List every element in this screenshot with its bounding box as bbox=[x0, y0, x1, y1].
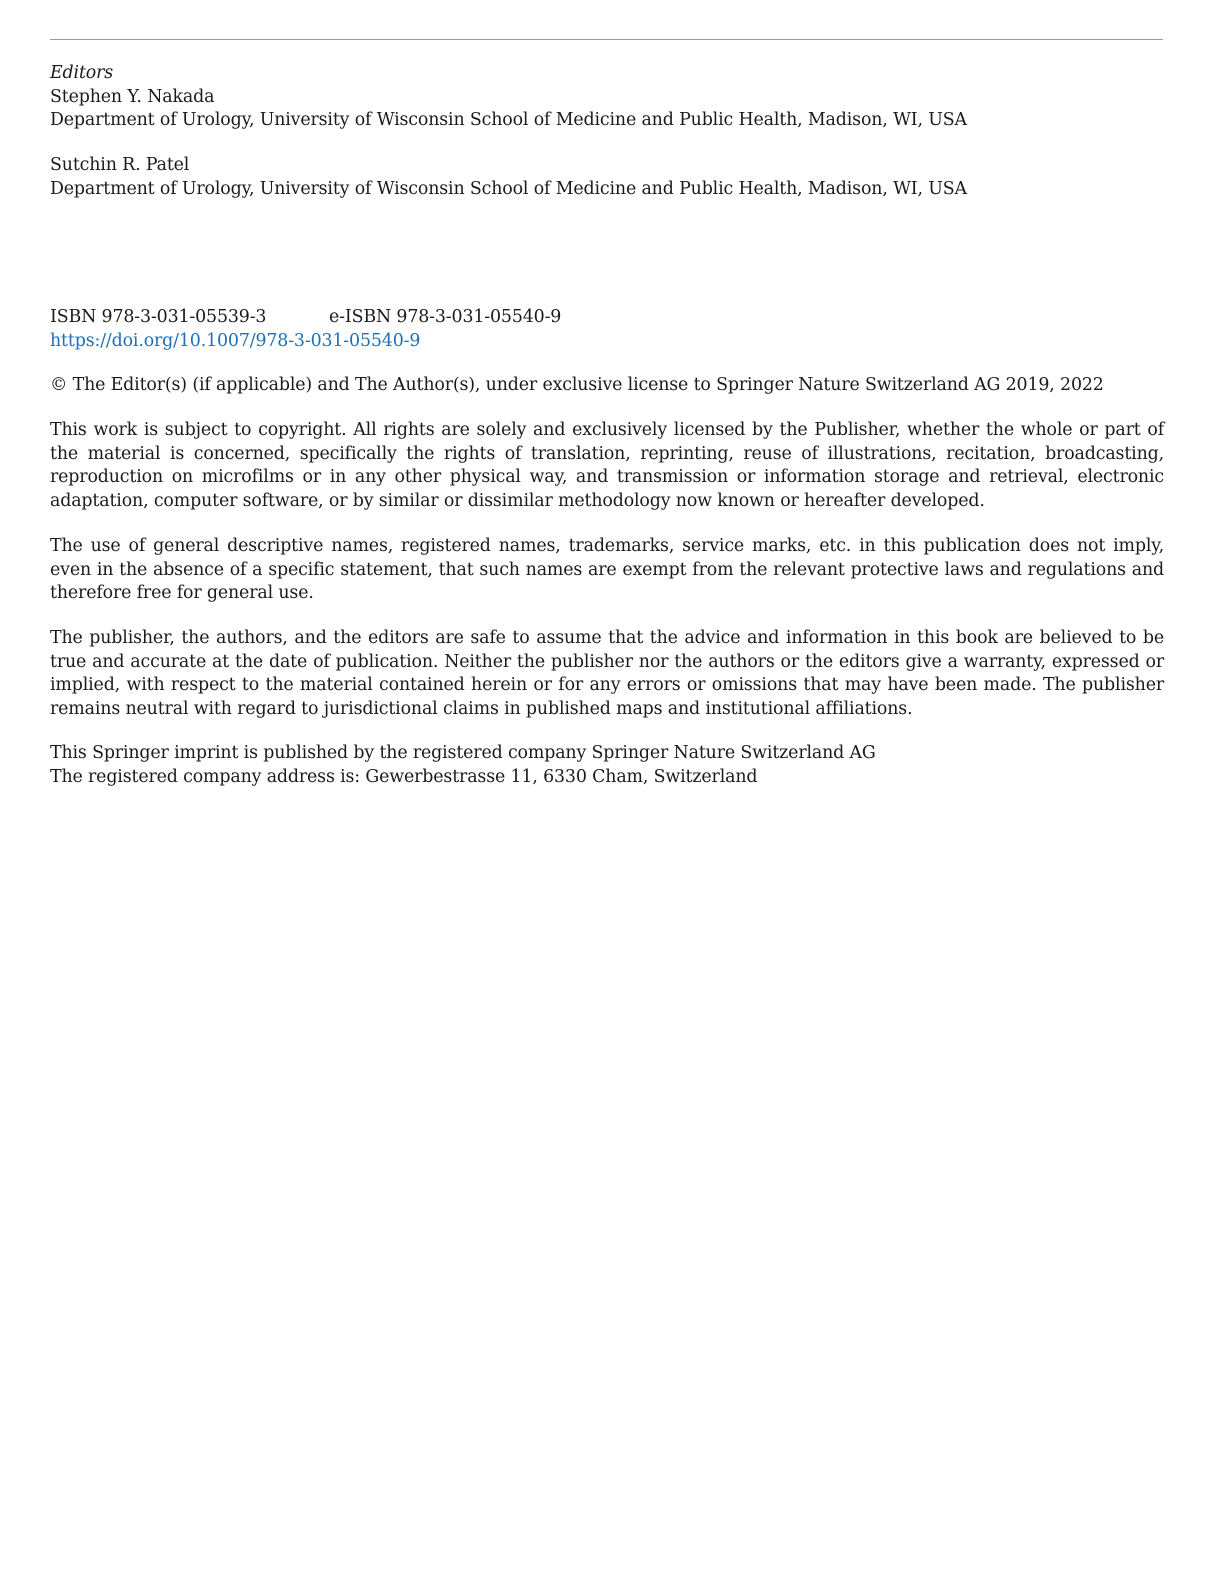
legal-paragraph: This work is subject to copyright. All rights are solely and exclusively licensed by the Publisher, whether the whole or part of the material is concerned, specifically the rights of translation, reprinting, reuse of illustrations, recitation, broadcasting, reproduction on microfilms or in any other physical way, and transmission or information storage and retrieval, electronic adaptation, computer software, or by similar or dissimilar methodology now known or hereafter developed. bbox=[50, 420, 1164, 512]
editors-section-2 bbox=[50, 154, 1164, 201]
isbn-print: ISBN 978-3-031-05539-3 bbox=[50, 307, 267, 327]
editor-affiliation: Department of Urology, University of Wisconsin School of Medicine and Public Health, Madison, WI, USA bbox=[50, 110, 967, 131]
legal-paragraph: The publisher, the authors, and the editors are safe to assume that the advice and information in this book are believed to be true and accurate at the date of publication. Neither the publisher nor the authors or the editors give a warranty, expressed or implied, with respect to the material contained herein or for any errors or omissions that may have been made. The publisher remains neutral with regard to jurisdictional claims in published maps and institutional affiliations. bbox=[50, 628, 1164, 720]
trademark-paragraph bbox=[50, 535, 1164, 606]
editor-name: Stephen Y. Nakada bbox=[50, 86, 215, 107]
imprint-address: The registered company address is: Gewerbestrasse 11, 6330 Cham, Switzerland bbox=[50, 766, 758, 787]
copyright-section bbox=[50, 374, 1164, 398]
isbn-section bbox=[50, 306, 1164, 353]
copyright-line: © The Editor(s) (if applicable) and The Author(s), under exclusive license to Springer Nature Switzerland AG 2019, 2022 bbox=[50, 375, 1104, 395]
disclaimer-paragraph bbox=[50, 627, 1164, 722]
editors-section bbox=[50, 62, 1164, 133]
legal-paragraph: The use of general descriptive names, registered names, trademarks, service marks, etc. in this publication does not imply, even in the absence of a specific statement, that such names are exempt from the relevant protective laws and regulations and therefore free for general use. bbox=[50, 536, 1164, 604]
imprint-section bbox=[50, 742, 1164, 789]
isbn-electronic: e-ISBN 978-3-031-05540-9 bbox=[329, 307, 562, 327]
doi-link[interactable]: https://doi.org/10.1007/978-3-031-05540-9 bbox=[50, 330, 421, 351]
editors-heading: Editors bbox=[50, 63, 114, 83]
isbn-row bbox=[50, 306, 1164, 330]
imprint-line: This Springer imprint is published by the registered company Springer Nature Switzerland AG bbox=[50, 743, 876, 763]
editor-name: Sutchin R. Patel bbox=[50, 155, 190, 175]
editor-affiliation: Department of Urology, University of Wisconsin School of Medicine and Public Health, Madison, WI, USA bbox=[50, 178, 967, 199]
copyright-paragraph bbox=[50, 419, 1164, 514]
top-rule bbox=[50, 39, 1163, 40]
